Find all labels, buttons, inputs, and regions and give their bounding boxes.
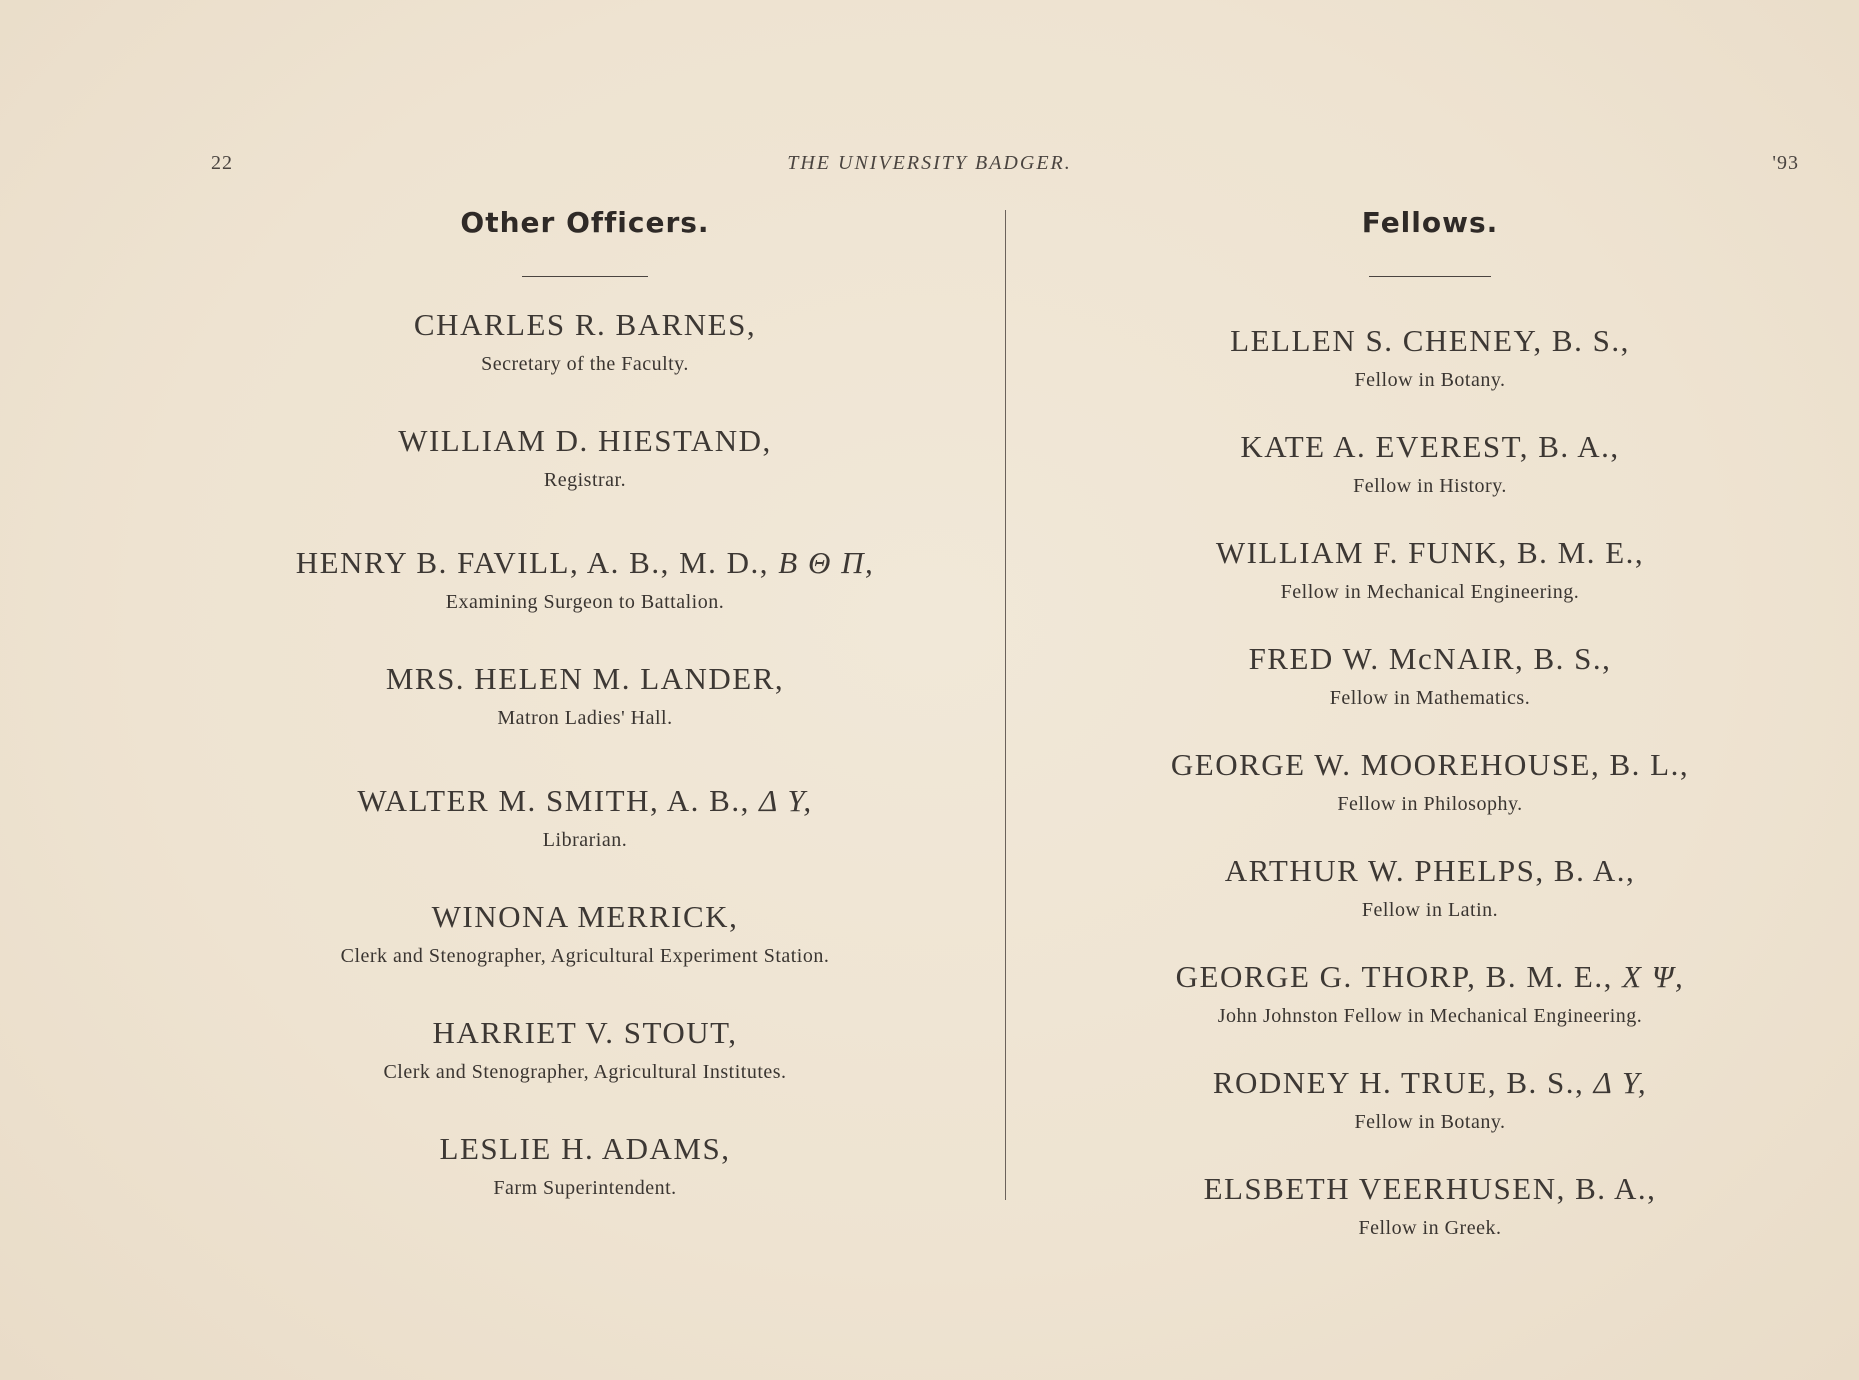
officer-role: Clerk and Stenographer, Agricultural Institutes. bbox=[383, 1061, 787, 1083]
fellow-role: Fellow in Mathematics. bbox=[1329, 687, 1531, 709]
fellow-name: RODNEY H. TRUE, B. S., Δ Υ, bbox=[1212, 1065, 1648, 1100]
officer-name: WINONA MERRICK, bbox=[431, 899, 739, 934]
fellow-entry bbox=[1010, 535, 1850, 605]
fellow-role: Fellow in Greek. bbox=[1358, 1217, 1502, 1239]
heading-rule bbox=[1369, 276, 1491, 277]
fellow-name: WILLIAM F. FUNK, B. M. E., bbox=[1215, 535, 1645, 570]
officer-name: WALTER M. SMITH, A. B., Δ Υ, bbox=[357, 783, 813, 818]
fellow-role: Fellow in Philosophy. bbox=[1337, 793, 1523, 815]
officer-entry bbox=[170, 423, 1000, 493]
officer-role: Clerk and Stenographer, Agricultural Experiment Station. bbox=[340, 945, 830, 967]
officer-entry bbox=[170, 661, 1000, 731]
heading-rule bbox=[522, 276, 648, 277]
officers-list bbox=[170, 307, 1000, 1201]
fellow-entry bbox=[1010, 747, 1850, 817]
officer-name: LESLIE H. ADAMS, bbox=[439, 1131, 731, 1166]
officer-name: HENRY B. FAVILL, A. B., M. D., B Θ Π, bbox=[295, 545, 875, 580]
fraternity-letters: B Θ Π, bbox=[778, 545, 875, 580]
fraternity-letters: Δ Υ, bbox=[1593, 1065, 1648, 1100]
year-label: '93 bbox=[1772, 152, 1799, 174]
fellow-role: John Johnston Fellow in Mechanical Engineering. bbox=[1217, 1005, 1643, 1027]
column-divider bbox=[1005, 210, 1006, 1200]
officer-role: Registrar. bbox=[543, 469, 627, 491]
fellows-column bbox=[1010, 200, 1850, 1277]
fellow-role: Fellow in Mechanical Engineering. bbox=[1280, 581, 1580, 603]
officer-role: Matron Ladies' Hall. bbox=[497, 707, 673, 729]
fellow-role: Fellow in Botany. bbox=[1354, 369, 1506, 391]
fraternity-letters: Χ Ψ, bbox=[1622, 959, 1685, 994]
officer-entry bbox=[170, 307, 1000, 377]
fellow-name: KATE A. EVEREST, B. A., bbox=[1240, 429, 1620, 464]
officer-name: WILLIAM D. HIESTAND, bbox=[398, 423, 772, 458]
officer-entry bbox=[170, 1131, 1000, 1201]
fellow-role: Fellow in Botany. bbox=[1354, 1111, 1506, 1133]
fellow-name: ARTHUR W. PHELPS, B. A., bbox=[1224, 853, 1636, 888]
officer-role: Farm Superintendent. bbox=[493, 1177, 677, 1199]
fellow-name: LELLEN S. CHENEY, B. S., bbox=[1230, 323, 1630, 358]
fellows-heading: Fellows. bbox=[1361, 206, 1499, 239]
officer-role: Examining Surgeon to Battalion. bbox=[445, 591, 725, 613]
fellow-entry bbox=[1010, 1171, 1850, 1241]
fellow-role: Fellow in History. bbox=[1353, 475, 1507, 497]
running-title: THE UNIVERSITY BADGER. bbox=[787, 152, 1072, 174]
officer-entry bbox=[170, 899, 1000, 969]
fellow-entry bbox=[1010, 959, 1850, 1029]
fellow-name: GEORGE W. MOOREHOUSE, B. L., bbox=[1170, 747, 1690, 782]
page-number: 22 bbox=[211, 152, 233, 174]
fellow-entry bbox=[1010, 429, 1850, 499]
fellow-entry bbox=[1010, 1065, 1850, 1135]
fellow-entry bbox=[1010, 641, 1850, 711]
other-officers-heading: Other Officers. bbox=[460, 206, 710, 239]
fellow-entry bbox=[1010, 853, 1850, 923]
officer-role: Secretary of the Faculty. bbox=[481, 353, 689, 375]
officer-name: HARRIET V. STOUT, bbox=[432, 1015, 738, 1050]
fellow-name: GEORGE G. THORP, B. M. E., Χ Ψ, bbox=[1175, 959, 1685, 994]
fellows-list bbox=[1010, 323, 1850, 1241]
fraternity-letters: Δ Υ, bbox=[759, 783, 813, 818]
officer-entry bbox=[170, 1015, 1000, 1085]
other-officers-column bbox=[170, 200, 1000, 1247]
officer-name: MRS. HELEN M. LANDER, bbox=[385, 661, 785, 696]
fellow-role: Fellow in Latin. bbox=[1361, 899, 1499, 921]
officer-name: CHARLES R. BARNES, bbox=[413, 307, 757, 342]
fellow-name: FRED W. McNAIR, B. S., bbox=[1248, 641, 1612, 676]
officer-entry bbox=[170, 783, 1000, 853]
officer-entry bbox=[170, 545, 1000, 615]
fellow-name: ELSBETH VEERHUSEN, B. A., bbox=[1203, 1171, 1657, 1206]
fellow-entry bbox=[1010, 323, 1850, 393]
officer-role: Librarian. bbox=[542, 829, 628, 851]
